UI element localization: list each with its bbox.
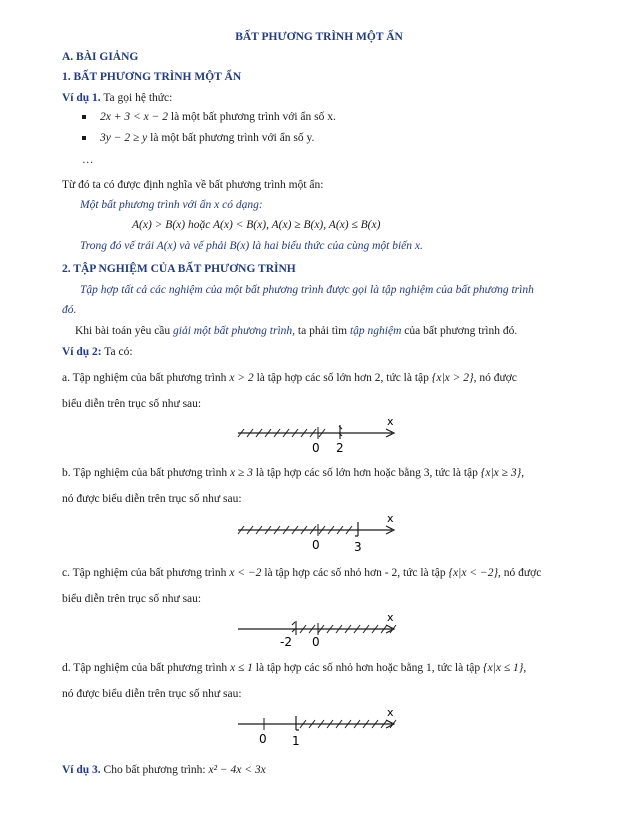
example-2-label: Ví dụ 2: — [62, 346, 102, 358]
definition-line-2: Trong đó vế trái A(x) và vế phải B(x) là hai biểu thức của cùng một biến x. — [80, 240, 423, 252]
item-b-line-2: nó được biểu diễn trên trục số như sau: — [62, 493, 242, 505]
section-2-heading: 2. TẬP NGHIỆM CỦA BẤT PHƯƠNG TRÌNH — [62, 263, 296, 275]
number-line-b — [234, 514, 404, 554]
label-minus-2: -2 — [280, 635, 292, 649]
item-b-text-1: b. Tập nghiệm của bất phương trình — [62, 467, 230, 479]
solution-set-def-line-1: Tập hợp tất cả các nghiệm của một bất phương trình được gọi là tập nghiệm của bất phương trình — [80, 284, 534, 296]
solve-sentence — [75, 324, 517, 339]
item-a-text-1: a. Tập nghiệm của bất phương trình — [62, 372, 230, 384]
example-3-text: Cho bất phương trình: — [100, 764, 209, 776]
exclusion-bracket-icon — [339, 425, 342, 439]
ellipsis: … — [82, 154, 94, 166]
item-c-text-1: c. Tập nghiệm của bất phương trình — [62, 567, 230, 579]
item-c-inequality: x < −2 — [229, 567, 262, 579]
item-a-text-2: là tập hợp các số lớn hơn 2, tức là tập — [253, 372, 432, 384]
bullet-2-text: là một bất phương trình với ẩn số y. — [147, 132, 315, 144]
axis-x-label: x — [387, 706, 394, 719]
number-line-d — [234, 708, 404, 748]
example-3-math: x² − 4x < 3x — [208, 764, 266, 776]
item-d-line-2: nó được biểu diễn trên trục số như sau: — [62, 688, 242, 700]
bullet-icon — [82, 136, 86, 140]
item-c-line-2: biểu diễn trên trục số như sau: — [62, 593, 202, 605]
axis-x-label: x — [387, 415, 394, 428]
section-a-heading: A. BÀI GIẢNG — [62, 51, 139, 63]
definition-line-1: Một bất phương trình với ẩn x có dạng: — [80, 199, 263, 211]
bullet-1-text: là một bất phương trình với ẩn số x. — [168, 111, 336, 123]
label-0: 0 — [312, 441, 320, 455]
item-d-set: {x|x ≤ 1} — [483, 662, 524, 674]
axis-x-label: x — [387, 512, 394, 525]
example-1-text: Ta gọi hệ thức: — [100, 92, 173, 104]
bullet-1-math: 2x + 3 < x − 2 — [100, 111, 168, 123]
definition-forms: A(x) > B(x) hoặc A(x) < B(x), A(x) ≥ B(x), A(x) ≤ B(x) — [132, 219, 381, 231]
item-d-text-3: , — [523, 662, 527, 674]
item-b-text-2: là tập hợp các số lớn hơn hoặc bằng 3, tức là tập — [252, 467, 481, 479]
item-b-set: {x|x ≥ 3} — [480, 467, 522, 479]
item-c-text-3: , nó được — [498, 567, 542, 579]
page-title: BẤT PHƯƠNG TRÌNH MỘT ẨN — [235, 31, 403, 43]
item-d-text-1: d. Tập nghiệm của bất phương trình — [62, 662, 230, 674]
exclusion-bracket-icon — [292, 621, 296, 635]
item-b-text-3: , — [521, 467, 525, 479]
solution-set-def-line-2: đó. — [62, 304, 77, 316]
inclusion-bracket-icon — [296, 716, 299, 730]
definition-intro: Từ đó ta có được định nghĩa về bất phương trình một ẩn: — [62, 179, 324, 191]
bullet-item-1 — [100, 110, 336, 125]
label-0: 0 — [312, 538, 320, 552]
label-0: 0 — [312, 635, 320, 649]
number-line-a — [234, 417, 404, 457]
item-d-line-1 — [62, 661, 526, 676]
item-a-line-2: biểu diễn trên trục số như sau: — [62, 398, 202, 410]
example-3-label: Ví dụ 3. — [62, 764, 101, 776]
item-d-text-2: là tập hợp các số nhỏ hơn hoặc bằng 1, tức là tập — [252, 662, 484, 674]
example-1-label: Ví dụ 1. — [62, 92, 101, 104]
item-c-line-1 — [62, 566, 541, 581]
item-a-line-1 — [62, 371, 517, 386]
label-1: 1 — [292, 734, 300, 748]
bullet-icon — [82, 115, 86, 119]
solve-text-2: ta phải tìm — [295, 325, 350, 337]
item-b-inequality: x ≥ 3 — [229, 467, 253, 479]
label-2: 2 — [336, 441, 344, 455]
solve-text-3: của bất phương trình đó. — [401, 325, 518, 337]
item-b-line-1 — [62, 466, 524, 481]
item-a-inequality: x > 2 — [229, 372, 254, 384]
example-1-intro — [62, 91, 172, 106]
example-2-intro — [62, 345, 133, 360]
item-a-set: {x|x > 2} — [431, 372, 474, 384]
example-2-text: Ta có: — [101, 346, 133, 358]
solve-text-1: Khi bài toán yêu cầu — [75, 325, 174, 337]
axis-x-label: x — [387, 611, 394, 624]
solve-emphasis-2: tập nghiệm — [349, 325, 402, 337]
solve-emphasis-1: giải một bất phương trình, — [173, 325, 296, 337]
section-1-heading: 1. BẤT PHƯƠNG TRÌNH MỘT ẨN — [62, 71, 242, 83]
item-c-text-2: là tập hợp các số nhỏ hơn - 2, tức là tập — [261, 567, 449, 579]
label-3: 3 — [354, 540, 362, 554]
bullet-item-2 — [100, 131, 314, 146]
item-d-inequality: x ≤ 1 — [229, 662, 253, 674]
item-a-text-3: , nó được — [473, 372, 517, 384]
inclusion-bracket-icon — [355, 522, 358, 536]
bullet-2-math: 3y − 2 ≥ y — [100, 132, 148, 144]
item-c-set: {x|x < −2} — [448, 567, 499, 579]
label-0: 0 — [259, 732, 267, 746]
number-line-c — [234, 613, 404, 653]
example-3-intro — [62, 763, 266, 778]
